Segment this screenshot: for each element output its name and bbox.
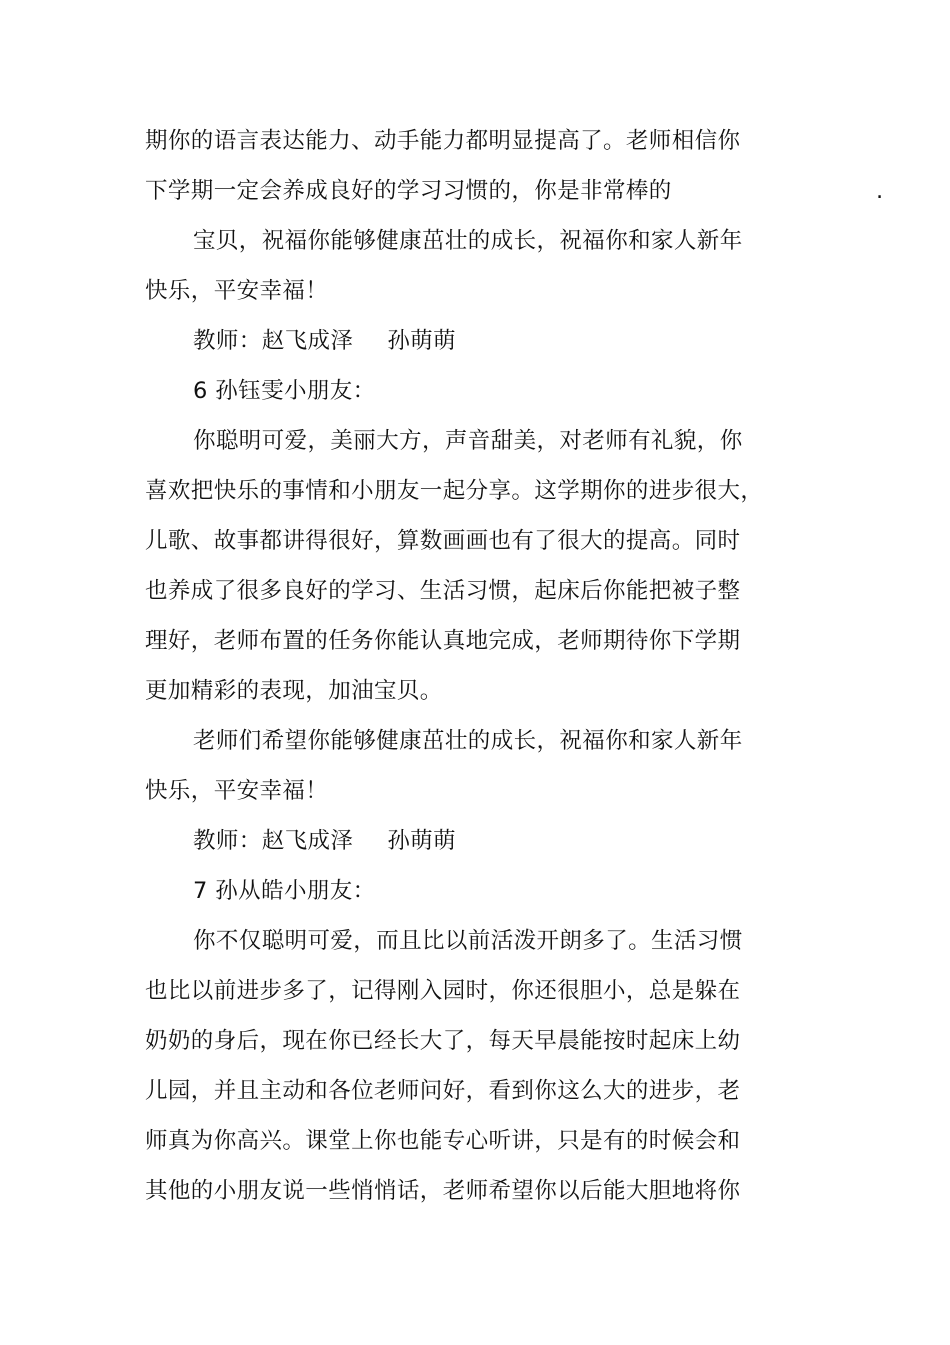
- paragraph-line: 更加精彩的表现，加油宝贝。: [145, 678, 443, 704]
- paragraph-line: 理好，老师布置的任务你能认真地完成，老师期待你下学期: [145, 628, 741, 654]
- teacher-name: 孙萌萌: [387, 328, 457, 354]
- paragraph-line: 也比以前进步多了，记得刚入园时，你还很胆小，总是躲在: [145, 978, 741, 1004]
- paragraph-line: 宝贝，祝福你能够健康茁壮的成长，祝福你和家人新年: [193, 228, 743, 254]
- teacher-name: 孙萌萌: [387, 828, 457, 854]
- child-heading: 6 孙钰雯小朋友：: [193, 378, 376, 404]
- paragraph-line: 老师们希望你能够健康茁壮的成长，祝福你和家人新年: [193, 728, 743, 754]
- teacher-names: 教师：赵飞成泽: [193, 828, 354, 854]
- paragraph-line: 喜欢把快乐的事情和小朋友一起分享。这学期你的进步很大，: [145, 478, 764, 504]
- teacher-signature: [193, 823, 753, 859]
- paragraph-line: 其他的小朋友说一些悄悄话，老师希望你以后能大胆地将你: [145, 1178, 741, 1204]
- teacher-signature: [193, 323, 753, 359]
- paragraph-line: 你聪明可爱，美丽大方，声音甜美，对老师有礼貌，你: [193, 428, 743, 454]
- paragraph-line: 你不仅聪明可爱，而且比以前活泼开朗多了。生活习惯: [193, 928, 743, 954]
- paragraph-line: 快乐，平安幸福！: [145, 278, 329, 304]
- paragraph-line: 儿歌、故事都讲得很好，算数画画也有了很大的提高。同时: [145, 528, 741, 554]
- paragraph-line: 奶奶的身后，现在你已经长大了，每天早晨能按时起床上幼: [145, 1028, 741, 1054]
- trailing-period: .: [876, 178, 884, 204]
- paragraph-line: [145, 173, 884, 209]
- paragraph-line: 儿园，并且主动和各位老师问好，看到你这么大的进步，老: [145, 1078, 741, 1104]
- child-heading: 7 孙从皓小朋友：: [193, 878, 376, 904]
- paragraph-line: 师真为你高兴。课堂上你也能专心听讲，只是有的时候会和: [145, 1128, 741, 1154]
- paragraph-line: 也养成了很多良好的学习、生活习惯，起床后你能把被子整: [145, 578, 741, 604]
- paragraph-text: 下学期一定会养成良好的学习习惯的，你是非常棒的: [145, 178, 672, 204]
- paragraph-line: 期你的语言表达能力、动手能力都明显提高了。老师相信你: [145, 128, 741, 154]
- teacher-names: 教师：赵飞成泽: [193, 328, 354, 354]
- paragraph-line: 快乐，平安幸福！: [145, 778, 329, 804]
